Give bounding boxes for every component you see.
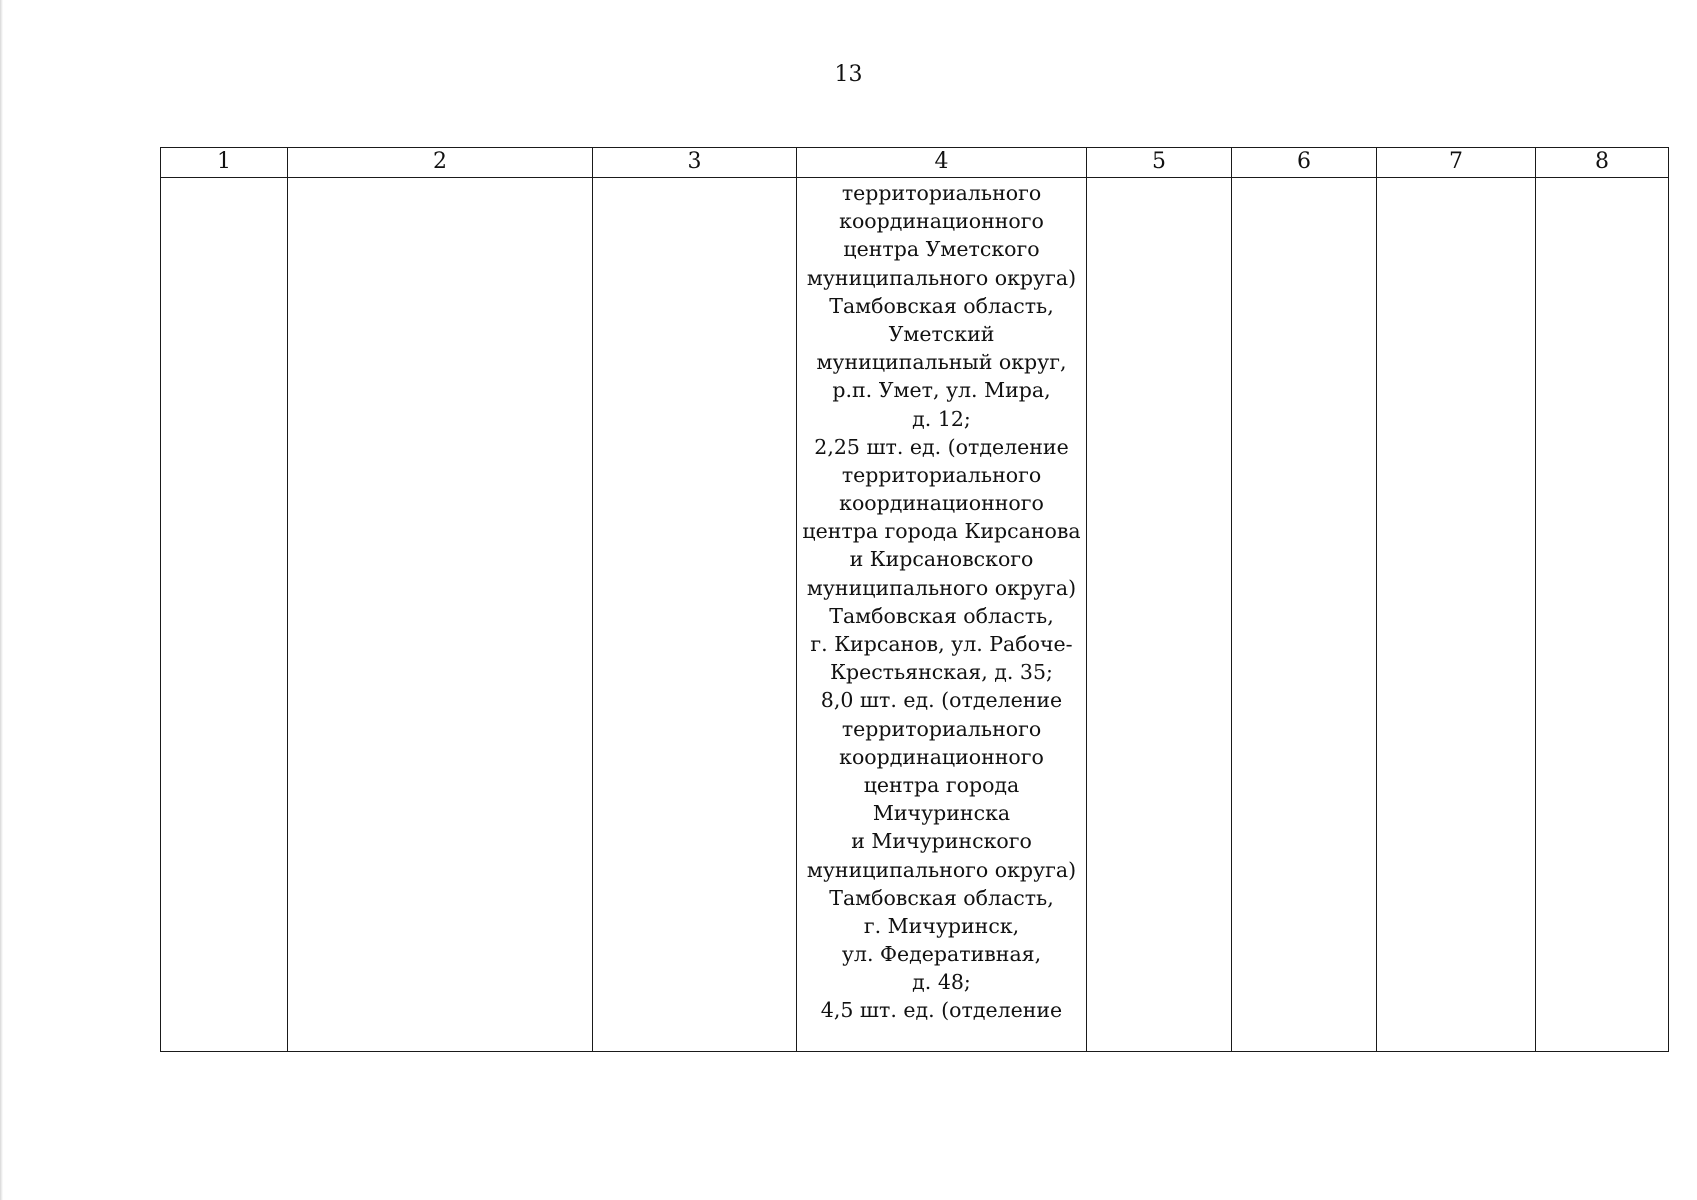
text-line: 2,25 шт. ед. (отделение <box>814 434 1069 459</box>
table-row <box>161 178 1669 1052</box>
column-header-2: 2 <box>288 148 593 178</box>
scan-edge <box>0 0 3 1200</box>
text-line: и Мичуринского <box>851 829 1032 854</box>
cell-col-7 <box>1377 178 1536 1052</box>
text-line: территориального <box>841 181 1042 205</box>
text-line: центра города <box>863 772 1020 797</box>
text-line: 8,0 шт. ед. (отделение <box>820 688 1063 713</box>
cell-col-3 <box>593 178 797 1052</box>
text-line: г. Мичуринск, <box>863 913 1020 938</box>
text-line: центра города Кирсанова <box>802 519 1081 544</box>
column-header-3: 3 <box>593 148 797 178</box>
text-line: центра Уметского <box>843 237 1040 262</box>
data-table <box>160 147 1669 1052</box>
text-line: Уметский <box>888 321 995 346</box>
column-header-6: 6 <box>1232 148 1377 178</box>
text-line: Тамбовская область, <box>829 603 1054 628</box>
text-line: Мичуринска <box>872 801 1011 826</box>
column-header-4: 4 <box>797 148 1087 178</box>
text-line: г. Кирсанов, ул. Рабоче- <box>810 632 1073 656</box>
text-line: и Кирсановского <box>849 547 1034 572</box>
text-line: муниципального округа) <box>806 857 1077 882</box>
cell-col-5 <box>1087 178 1232 1052</box>
cell-col-4 <box>797 178 1087 1052</box>
text-line: территориального <box>841 716 1042 741</box>
text-line: Тамбовская область, <box>829 293 1054 318</box>
text-line: координационного <box>839 491 1044 516</box>
cell-col-2 <box>288 178 593 1052</box>
column-header-7: 7 <box>1377 148 1536 178</box>
column-header-5: 5 <box>1087 148 1232 178</box>
page-number: 13 <box>834 62 863 87</box>
text-line: Крестьянская, д. 35; <box>830 660 1053 685</box>
header-row <box>161 148 1669 178</box>
text-line: территориального <box>841 462 1042 487</box>
text-line: муниципального округа) <box>806 265 1077 290</box>
column-header-1: 1 <box>161 148 288 178</box>
cell-col-6 <box>1232 178 1377 1052</box>
text-line: р.п. Умет, ул. Мира, <box>832 378 1051 403</box>
cell-col-8 <box>1536 178 1669 1052</box>
column-header-8: 8 <box>1536 148 1669 178</box>
text-line: координационного <box>839 209 1044 234</box>
text-line: муниципального округа) <box>806 575 1077 600</box>
text-line: муниципальный округ, <box>816 350 1067 375</box>
text-line: Тамбовская область, <box>829 885 1054 910</box>
text-line: д. 12; <box>912 406 971 431</box>
column-4-text <box>797 178 1086 1025</box>
text-line: 4,5 шт. ед. (отделение <box>820 998 1063 1023</box>
text-line: ул. Федеративная, <box>841 942 1042 967</box>
text-line: координационного <box>839 744 1044 769</box>
cell-col-1 <box>161 178 288 1052</box>
text-line: д. 48; <box>912 970 971 995</box>
